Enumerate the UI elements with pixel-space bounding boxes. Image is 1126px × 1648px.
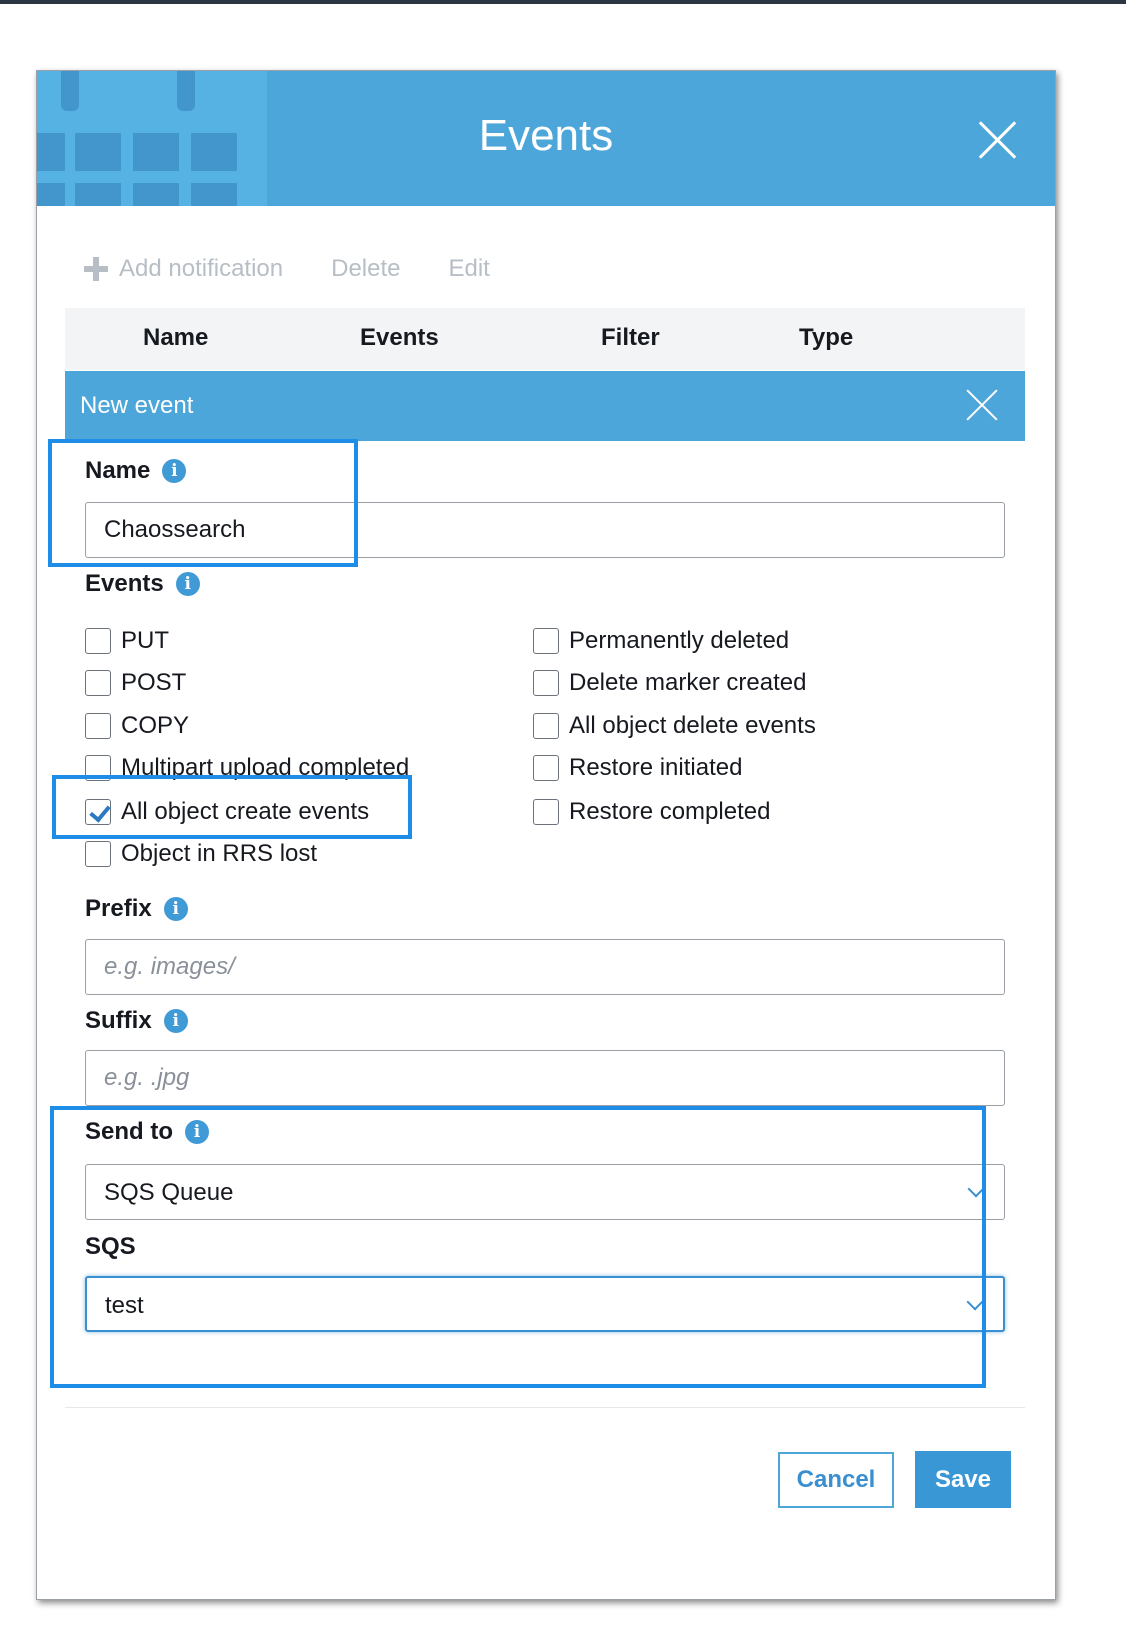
column-header-type[interactable]: Type: [799, 324, 854, 351]
delete-button[interactable]: Delete: [331, 255, 401, 282]
checkbox[interactable]: [85, 841, 111, 867]
checkbox[interactable]: [533, 713, 559, 739]
cancel-button[interactable]: Cancel: [778, 1452, 894, 1508]
info-icon[interactable]: i: [164, 1009, 188, 1033]
event-option-restore-initiated[interactable]: [533, 754, 742, 782]
prefix-label-text: Prefix: [85, 895, 152, 922]
sqs-select[interactable]: [85, 1276, 1005, 1332]
info-icon[interactable]: i: [185, 1120, 209, 1144]
plus-icon: [83, 256, 109, 282]
send-to-select[interactable]: [85, 1164, 1005, 1220]
checkbox-label: POST: [121, 669, 187, 696]
notification-toolbar: [83, 249, 538, 289]
sqs-label: [85, 1233, 136, 1261]
event-option-delete-marker-created[interactable]: [533, 669, 806, 697]
column-header-filter[interactable]: Filter: [601, 324, 660, 351]
events-label: [85, 570, 200, 598]
name-label-text: Name: [85, 457, 151, 484]
suffix-input[interactable]: [85, 1050, 1005, 1106]
checkbox[interactable]: [533, 628, 559, 654]
add-notification-label: Add notification: [119, 255, 284, 282]
checkbox[interactable]: [85, 713, 111, 739]
checkbox-label: Multipart upload completed: [121, 754, 410, 781]
close-dialog-icon[interactable]: [977, 119, 1017, 159]
suffix-label: [85, 1007, 188, 1035]
checkbox[interactable]: [85, 670, 111, 696]
save-button[interactable]: Save: [915, 1451, 1011, 1508]
checkbox[interactable]: [533, 670, 559, 696]
checkbox-label: Object in RRS lost: [121, 840, 318, 867]
dialog-title: Events: [478, 111, 614, 160]
event-option-object-in-rrs-lost[interactable]: [85, 840, 317, 868]
event-option-all-object-create-events[interactable]: [85, 798, 369, 826]
new-event-bar: [65, 371, 1025, 441]
new-event-label: New event: [80, 392, 194, 419]
info-icon[interactable]: i: [162, 459, 186, 483]
checkbox[interactable]: [533, 755, 559, 781]
checkbox-label: Restore initiated: [569, 754, 743, 781]
checkbox-label: All object delete events: [569, 712, 816, 739]
checkbox-label: PUT: [121, 627, 169, 654]
info-icon[interactable]: i: [176, 572, 200, 596]
checkbox[interactable]: [85, 755, 111, 781]
send-to-label-text: Send to: [85, 1118, 173, 1145]
column-header-name[interactable]: Name: [143, 324, 209, 351]
name-label: [85, 457, 186, 485]
prefix-label: [85, 895, 188, 923]
chevron-down-icon: [968, 1181, 985, 1198]
event-option-copy[interactable]: [85, 712, 189, 740]
checkbox-checked[interactable]: [85, 799, 111, 825]
chevron-down-icon: [967, 1294, 984, 1311]
sqs-value: test: [105, 1292, 144, 1319]
edit-button[interactable]: Edit: [448, 255, 490, 282]
dialog-header: [37, 71, 1055, 206]
name-input[interactable]: [85, 502, 1005, 558]
event-option-permanently-deleted[interactable]: [533, 627, 789, 655]
send-to-value: SQS Queue: [104, 1179, 234, 1206]
checkbox-label: Restore completed: [569, 798, 771, 825]
event-option-multipart-upload-completed[interactable]: [85, 754, 409, 782]
suffix-label-text: Suffix: [85, 1007, 152, 1034]
top-bar: [0, 0, 1126, 4]
checkbox-label: Delete marker created: [569, 669, 807, 696]
send-to-label: [85, 1118, 209, 1146]
event-option-all-object-delete-events[interactable]: [533, 712, 816, 740]
add-notification-button[interactable]: [83, 255, 283, 283]
close-new-event-icon[interactable]: [965, 388, 999, 422]
checkbox-label: Permanently deleted: [569, 627, 790, 654]
column-header-events[interactable]: Events: [360, 324, 439, 351]
sqs-label-text: SQS: [85, 1233, 136, 1260]
events-dialog: [36, 70, 1056, 1600]
checkbox[interactable]: [533, 799, 559, 825]
event-option-put[interactable]: [85, 627, 169, 655]
table-header: [65, 308, 1025, 370]
footer-divider: [65, 1407, 1025, 1408]
event-option-post[interactable]: [85, 669, 186, 697]
prefix-input[interactable]: [85, 939, 1005, 995]
events-label-text: Events: [85, 570, 164, 597]
checkbox[interactable]: [85, 628, 111, 654]
checkbox-label: All object create events: [121, 798, 370, 825]
checkbox-label: COPY: [121, 712, 190, 739]
event-option-restore-completed[interactable]: [533, 798, 770, 826]
info-icon[interactable]: i: [164, 897, 188, 921]
